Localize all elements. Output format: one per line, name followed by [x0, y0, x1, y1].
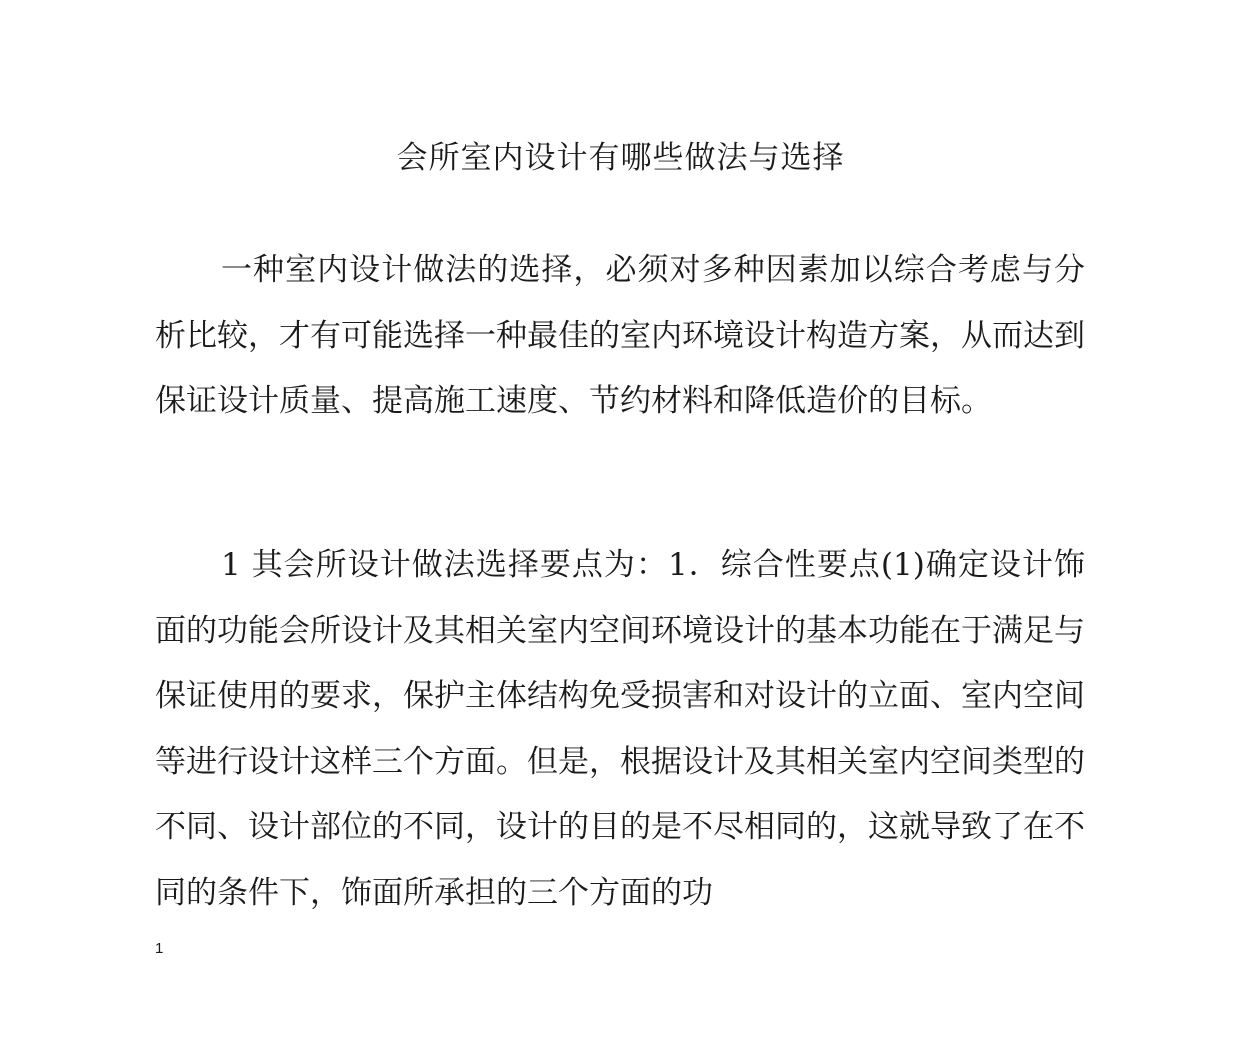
page-title: 会所室内设计有哪些做法与选择 [396, 140, 845, 176]
paragraph-key-points: 1 其会所设计做法选择要点为：1．综合性要点(1)确定设计饰面的功能会所设计及其相关室内空间环境设计的基本功能在于满足与保证使用的要求，保护主体结构免受损害和对设计的立面、室内空间等进行设计这样三个方面。但是，根据设计及其相关室内空间类型的不同、设计部位的不同，设计的目的是不尽相同的，这就导致了在不同的条件下，饰面所承担的三个方面的功 [155, 547, 1085, 911]
page-number: 1 [155, 940, 164, 957]
paragraph-intro: 一种室内设计做法的选择，必须对多种因素加以综合考虑与分析比较，才有可能选择一种最佳的室内环境设计构造方案，从而达到保证设计质量、提高施工速度、节约材料和降低造价的目标。 [155, 252, 1085, 419]
